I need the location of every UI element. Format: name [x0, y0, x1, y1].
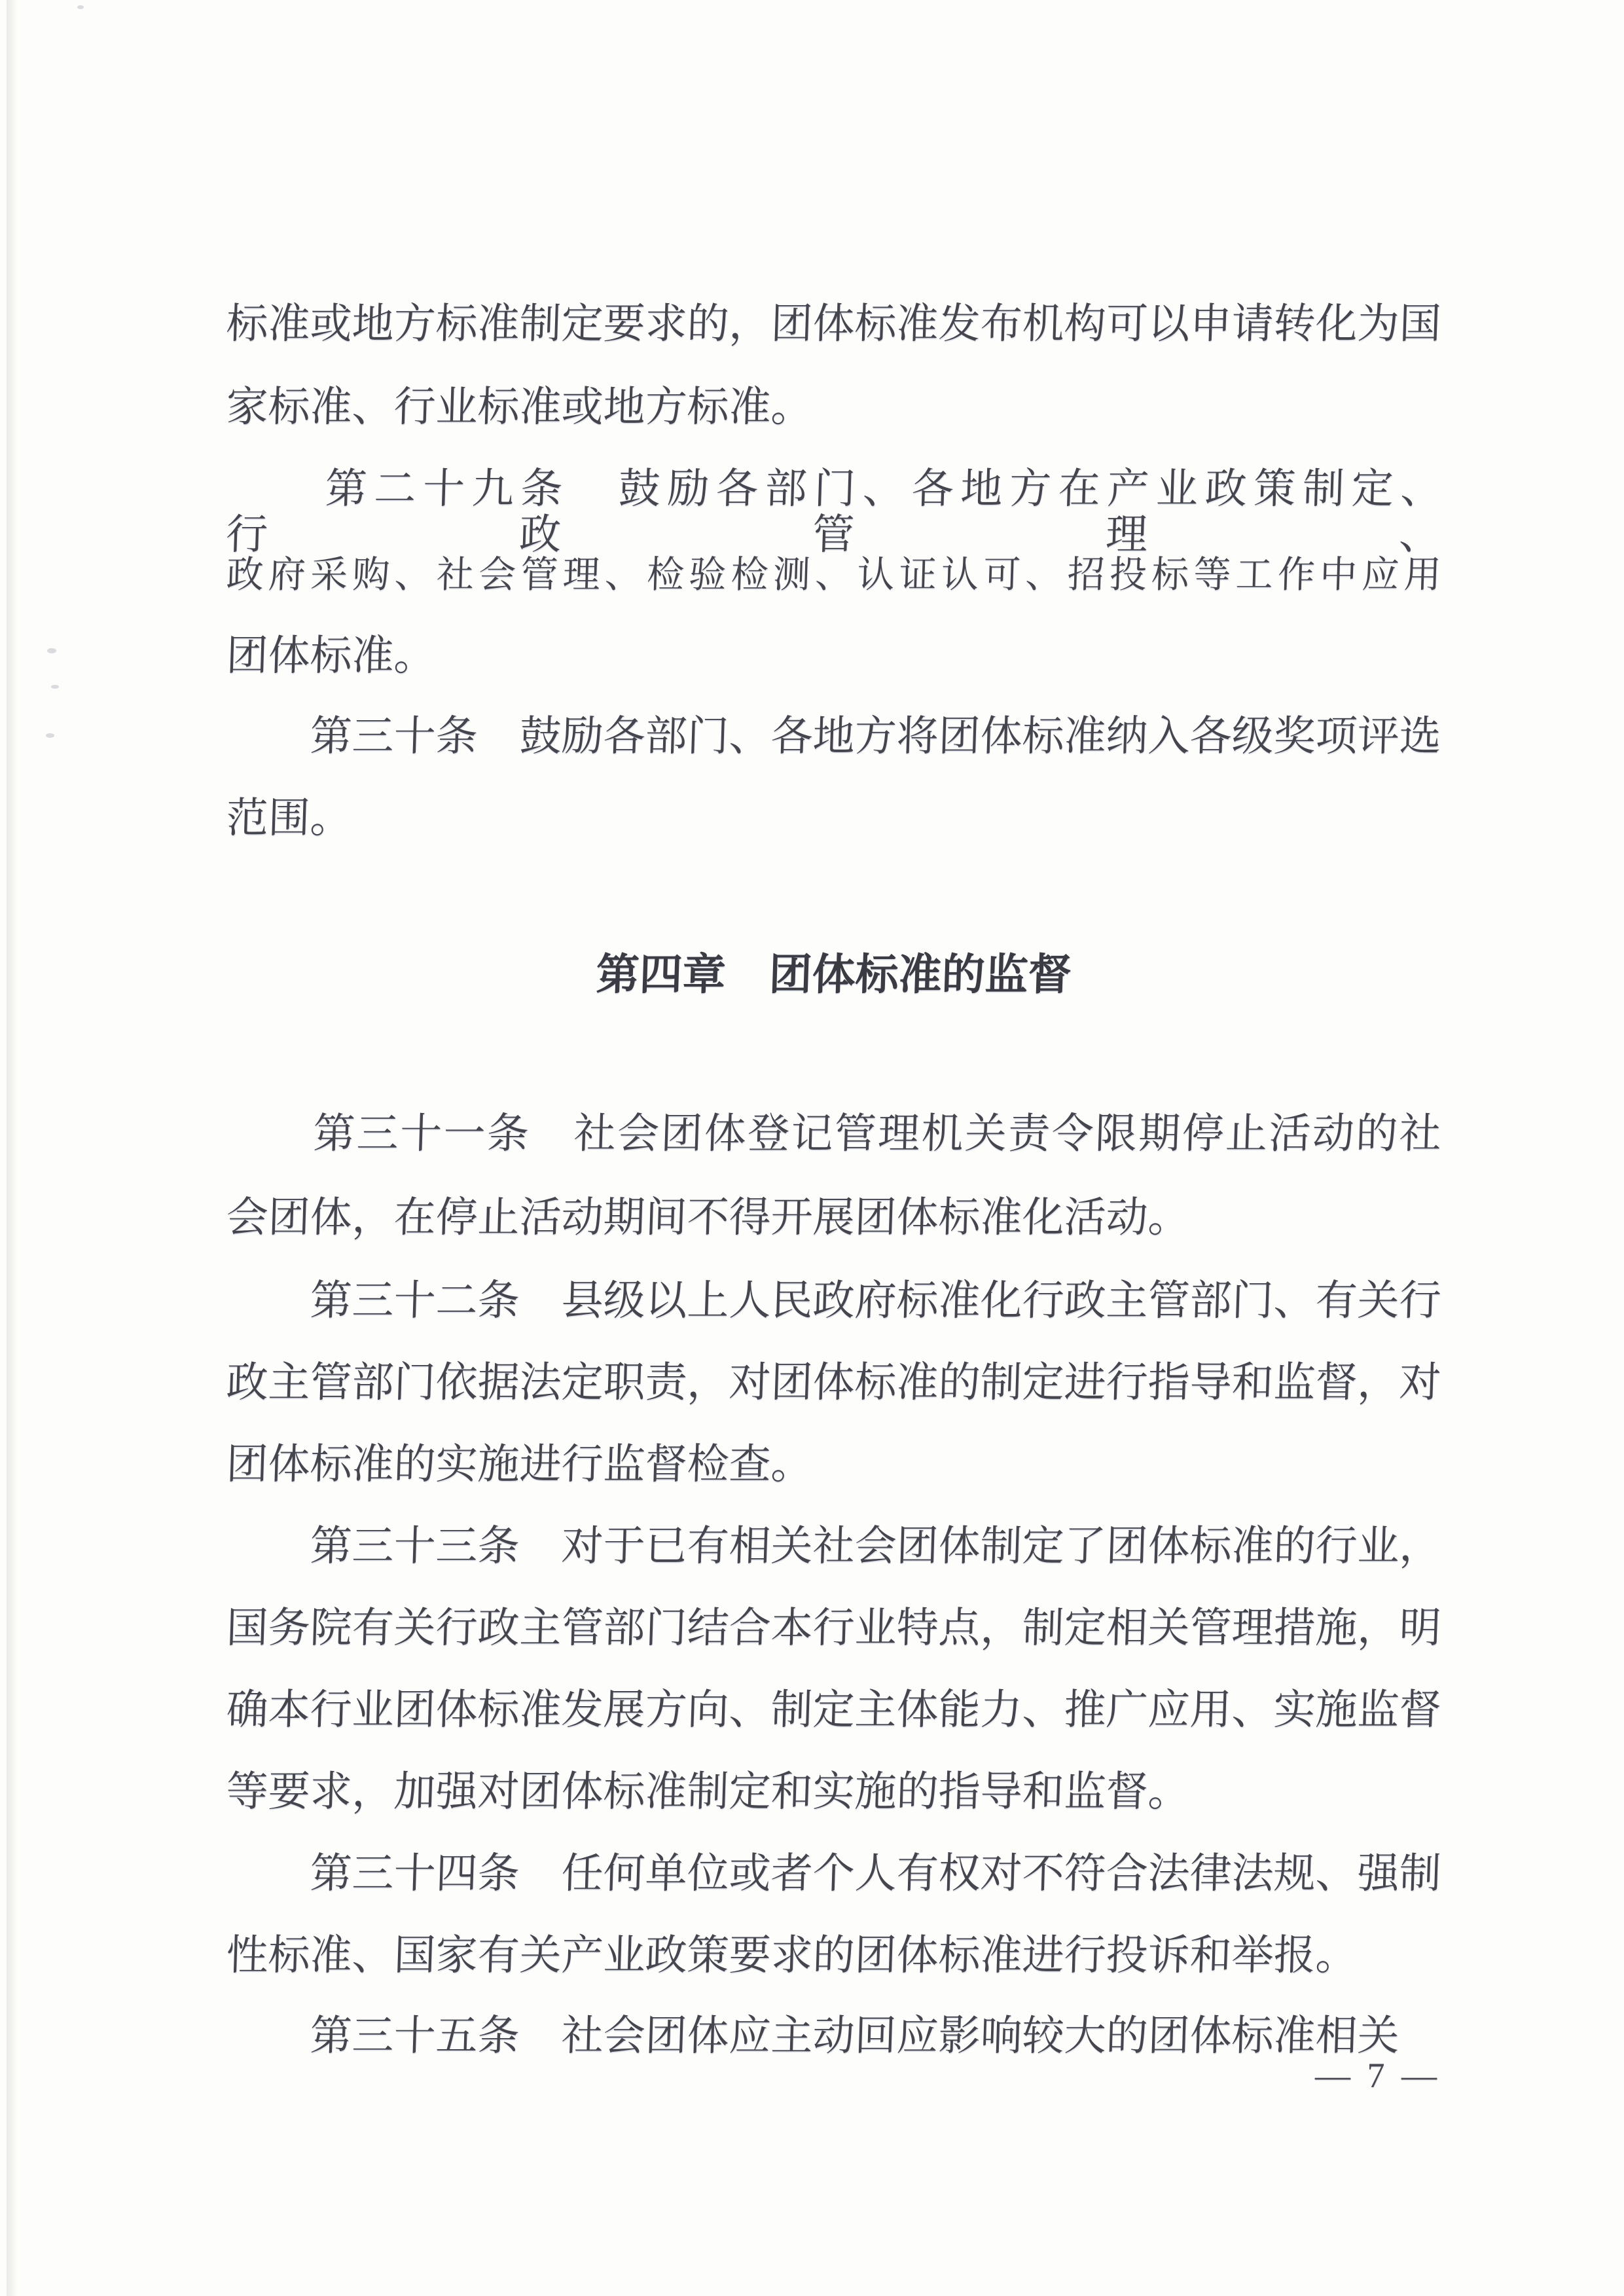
body-line: 会团体，在停止活动期间不得开展团体标准化活动。: [225, 1194, 1191, 1241]
body-line: 政府采购、社会管理、检验检测、认证认可、招投标等工作中应用: [225, 555, 1442, 596]
body-line: 范围。: [225, 795, 353, 841]
body-line-article-30: 第三十条 鼓励各部门、各地方将团体标准纳入各级奖项评选: [225, 713, 1442, 759]
body-line: 家标准、行业标准或地方标准。: [225, 384, 814, 430]
scan-speck: [77, 5, 84, 9]
body-line-article-31: 第三十一条 社会团体登记管理机关责令限期停止活动的社: [225, 1110, 1442, 1157]
body-line-article-35: 第三十五条 社会团体应主动回应影响较大的团体标准相关: [225, 2013, 1400, 2059]
body-line: 等要求，加强对团体标准制定和实施的指导和监督。: [225, 1768, 1191, 1815]
scan-speck: [51, 685, 59, 689]
body-line: 团体标准的实施进行监督检查。: [225, 1441, 814, 1487]
body-line-article-29: 第二十九条 鼓励各部门、各地方在产业政策制定、行政管理、: [225, 465, 1443, 558]
body-line: 确本行业团体标准发展方向、制定主体能力、推广应用、实施监督: [225, 1686, 1442, 1733]
chapter-heading: 第四章 团体标准的监督: [595, 950, 1072, 998]
scan-edge-shadow: [7, 0, 17, 2296]
scan-speck: [47, 648, 56, 653]
body-line: 性标准、国家有关产业政策要求的团体标准进行投诉和举报。: [225, 1932, 1358, 1978]
body-line-article-34: 第三十四条 任何单位或者个人有权对不符合法律法规、强制: [225, 1850, 1442, 1897]
body-line-article-33: 第三十三条 对于已有相关社会团体制定了团体标准的行业，: [225, 1523, 1442, 1569]
body-line-article-32: 第三十二条 县级以上人民政府标准化行政主管部门、有关行: [225, 1277, 1442, 1324]
body-line: 政主管部门依据法定职责，对团体标准的制定进行指导和监督，对: [225, 1359, 1442, 1406]
body-line: 团体标准。: [225, 632, 437, 679]
page-number: — 7 —: [1315, 2056, 1441, 2095]
body-line: 国务院有关行政主管部门结合本行业特点，制定相关管理措施，明: [225, 1605, 1442, 1651]
scan-speck: [46, 733, 54, 738]
body-line: 标准或地方标准制定要求的，团体标准发布机构可以申请转化为国: [225, 301, 1442, 347]
